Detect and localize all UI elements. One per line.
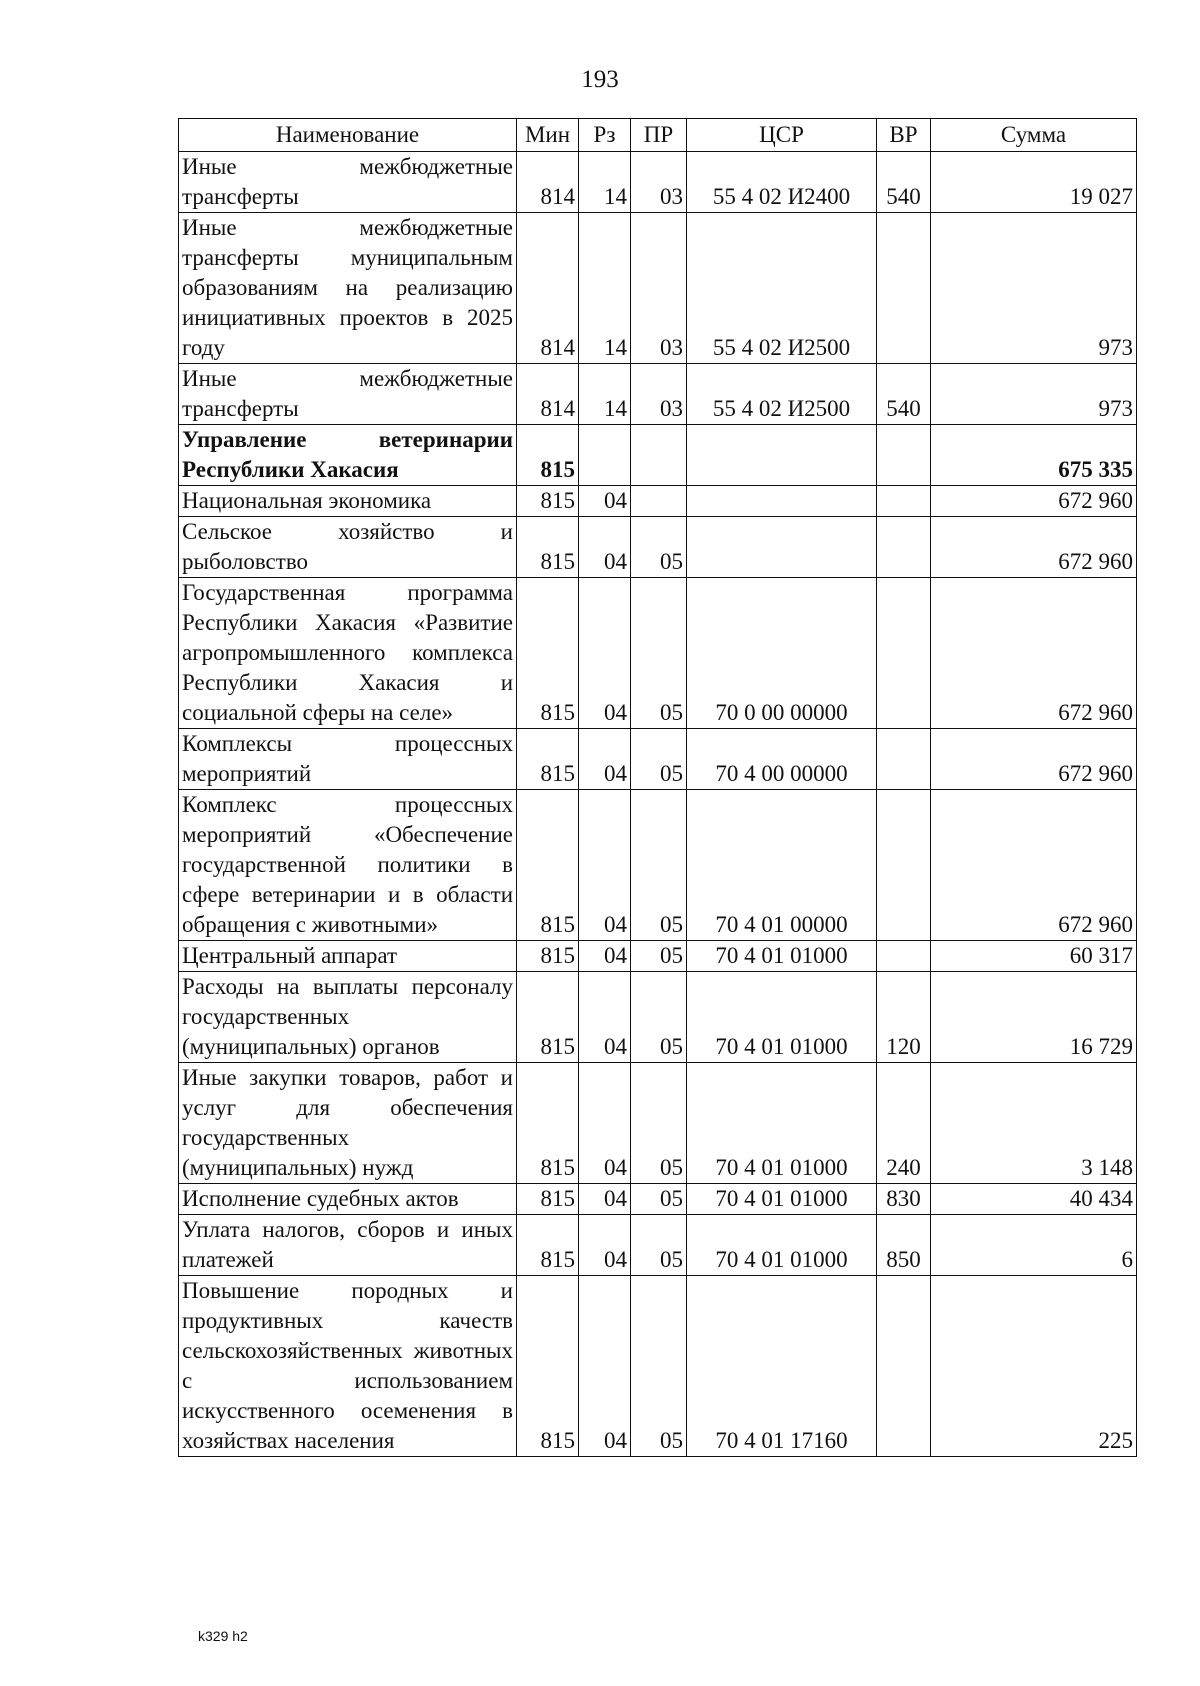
cell-csr: 70 4 01 01000: [687, 1063, 877, 1184]
cell-pr: 03: [631, 213, 687, 364]
cell-csr: 70 4 00 00000: [687, 729, 877, 790]
cell-rz: 04: [579, 1276, 631, 1457]
cell-pr: 05: [631, 1184, 687, 1215]
cell-min: 815: [517, 1215, 579, 1276]
table-row: [179, 1184, 1137, 1215]
table-row: [179, 1063, 1137, 1184]
table-row: [179, 1215, 1137, 1276]
cell-vr: [877, 486, 931, 517]
cell-name: Комплекс процессных мероприятий «Обеспечение государственной политики в сфере ветеринарии и в области обращения с животными»: [179, 790, 517, 941]
cell-min: 815: [517, 790, 579, 941]
cell-rz: 14: [579, 152, 631, 213]
cell-rz: [579, 425, 631, 486]
cell-min: 815: [517, 941, 579, 972]
page-number: 193: [581, 66, 619, 93]
table-row: [179, 729, 1137, 790]
cell-name: Уплата налогов, сборов и иных платежей: [179, 1215, 517, 1276]
cell-rz: 04: [579, 517, 631, 578]
cell-name: Исполнение судебных актов: [179, 1184, 517, 1215]
cell-name: Центральный аппарат: [179, 941, 517, 972]
cell-rz: 04: [579, 972, 631, 1063]
cell-csr: 70 4 01 01000: [687, 1215, 877, 1276]
cell-pr: 05: [631, 517, 687, 578]
cell-pr: 03: [631, 152, 687, 213]
cell-pr: 05: [631, 1063, 687, 1184]
header-vr: ВР: [877, 119, 931, 152]
cell-sum: 3 148: [931, 1063, 1137, 1184]
cell-pr: 05: [631, 578, 687, 729]
cell-sum: 225: [931, 1276, 1137, 1457]
cell-rz: 04: [579, 941, 631, 972]
cell-name: Иные закупки товаров, работ и услуг для обеспечения государственных (муниципальных) нужд: [179, 1063, 517, 1184]
cell-csr: 55 4 02 И2500: [687, 213, 877, 364]
cell-csr: [687, 486, 877, 517]
cell-min: 814: [517, 364, 579, 425]
cell-sum: 60 317: [931, 941, 1137, 972]
cell-sum: 19 027: [931, 152, 1137, 213]
cell-csr: 70 4 01 01000: [687, 1184, 877, 1215]
cell-csr: 70 4 01 00000: [687, 790, 877, 941]
cell-vr: 540: [877, 364, 931, 425]
cell-min: 815: [517, 1184, 579, 1215]
cell-pr: [631, 425, 687, 486]
cell-min: 815: [517, 1276, 579, 1457]
cell-vr: [877, 729, 931, 790]
cell-sum: 973: [931, 364, 1137, 425]
table-row: [179, 578, 1137, 729]
cell-name: Иные межбюджетные трансферты: [179, 152, 517, 213]
cell-vr: 830: [877, 1184, 931, 1215]
cell-name: Иные межбюджетные трансферты: [179, 364, 517, 425]
cell-name: Комплексы процессных мероприятий: [179, 729, 517, 790]
table-row: [179, 941, 1137, 972]
cell-min: 815: [517, 729, 579, 790]
cell-csr: [687, 425, 877, 486]
table-row: [179, 213, 1137, 364]
cell-rz: 04: [579, 1063, 631, 1184]
cell-sum: 6: [931, 1215, 1137, 1276]
table-body: [179, 152, 1137, 1457]
cell-vr: 120: [877, 972, 931, 1063]
table-row: [179, 517, 1137, 578]
cell-sum: 672 960: [931, 578, 1137, 729]
table-row: [179, 152, 1137, 213]
table-row: [179, 364, 1137, 425]
cell-rz: 04: [579, 578, 631, 729]
cell-vr: [877, 790, 931, 941]
table-row: [179, 790, 1137, 941]
cell-sum: 672 960: [931, 517, 1137, 578]
cell-vr: [877, 517, 931, 578]
cell-pr: 05: [631, 790, 687, 941]
cell-pr: 05: [631, 972, 687, 1063]
table-row: [179, 486, 1137, 517]
cell-csr: 55 4 02 И2500: [687, 364, 877, 425]
cell-pr: 05: [631, 1276, 687, 1457]
cell-sum: 672 960: [931, 486, 1137, 517]
cell-rz: 04: [579, 790, 631, 941]
cell-rz: 14: [579, 213, 631, 364]
cell-vr: [877, 941, 931, 972]
cell-csr: 70 0 00 00000: [687, 578, 877, 729]
cell-rz: 04: [579, 729, 631, 790]
cell-rz: 14: [579, 364, 631, 425]
budget-table: [178, 118, 1137, 1457]
cell-name: Сельское хозяйство и рыболовство: [179, 517, 517, 578]
footer-code: k329 h2: [198, 1628, 248, 1644]
header-min: Мин: [517, 119, 579, 152]
cell-min: 815: [517, 517, 579, 578]
cell-csr: 70 4 01 17160: [687, 1276, 877, 1457]
cell-rz: 04: [579, 486, 631, 517]
table-row: [179, 425, 1137, 486]
cell-csr: [687, 517, 877, 578]
header-csr: ЦСР: [687, 119, 877, 152]
cell-name: Повышение породных и продуктивных качеств сельскохозяйственных животных с использованием искусственного осеменения в хозяйствах населения: [179, 1276, 517, 1457]
cell-pr: 03: [631, 364, 687, 425]
cell-vr: [877, 1276, 931, 1457]
cell-sum: 40 434: [931, 1184, 1137, 1215]
cell-name: Расходы на выплаты персоналу государственных (муниципальных) органов: [179, 972, 517, 1063]
cell-pr: 05: [631, 941, 687, 972]
cell-sum: 675 335: [931, 425, 1137, 486]
cell-vr: 540: [877, 152, 931, 213]
cell-min: 815: [517, 578, 579, 729]
table-header-row: [179, 119, 1137, 152]
header-name: Наименование: [179, 119, 517, 152]
cell-vr: [877, 425, 931, 486]
cell-csr: 70 4 01 01000: [687, 972, 877, 1063]
cell-sum: 973: [931, 213, 1137, 364]
cell-min: 815: [517, 972, 579, 1063]
cell-csr: 55 4 02 И2400: [687, 152, 877, 213]
cell-min: 814: [517, 213, 579, 364]
cell-vr: [877, 578, 931, 729]
header-pr: ПР: [631, 119, 687, 152]
table-row: [179, 972, 1137, 1063]
cell-rz: 04: [579, 1215, 631, 1276]
cell-pr: 05: [631, 1215, 687, 1276]
cell-min: 814: [517, 152, 579, 213]
cell-name: Национальная экономика: [179, 486, 517, 517]
cell-sum: 16 729: [931, 972, 1137, 1063]
cell-vr: [877, 213, 931, 364]
cell-sum: 672 960: [931, 790, 1137, 941]
header-sum: Сумма: [931, 119, 1137, 152]
table-row: [179, 1276, 1137, 1457]
cell-csr: 70 4 01 01000: [687, 941, 877, 972]
cell-name: Иные межбюджетные трансферты муниципальным образованиям на реализацию инициативных проектов в 2025 году: [179, 213, 517, 364]
cell-vr: 240: [877, 1063, 931, 1184]
cell-min: 815: [517, 1063, 579, 1184]
cell-sum: 672 960: [931, 729, 1137, 790]
cell-pr: [631, 486, 687, 517]
header-rz: Рз: [579, 119, 631, 152]
cell-min: 815: [517, 486, 579, 517]
cell-name: Государственная программа Республики Хакасия «Развитие агропромышленного комплекса Республики Хакасия и социальной сферы на селе»: [179, 578, 517, 729]
cell-pr: 05: [631, 729, 687, 790]
cell-rz: 04: [579, 1184, 631, 1215]
cell-vr: 850: [877, 1215, 931, 1276]
cell-min: 815: [517, 425, 579, 486]
cell-name: Управление ветеринарии Республики Хакасия: [179, 425, 517, 486]
